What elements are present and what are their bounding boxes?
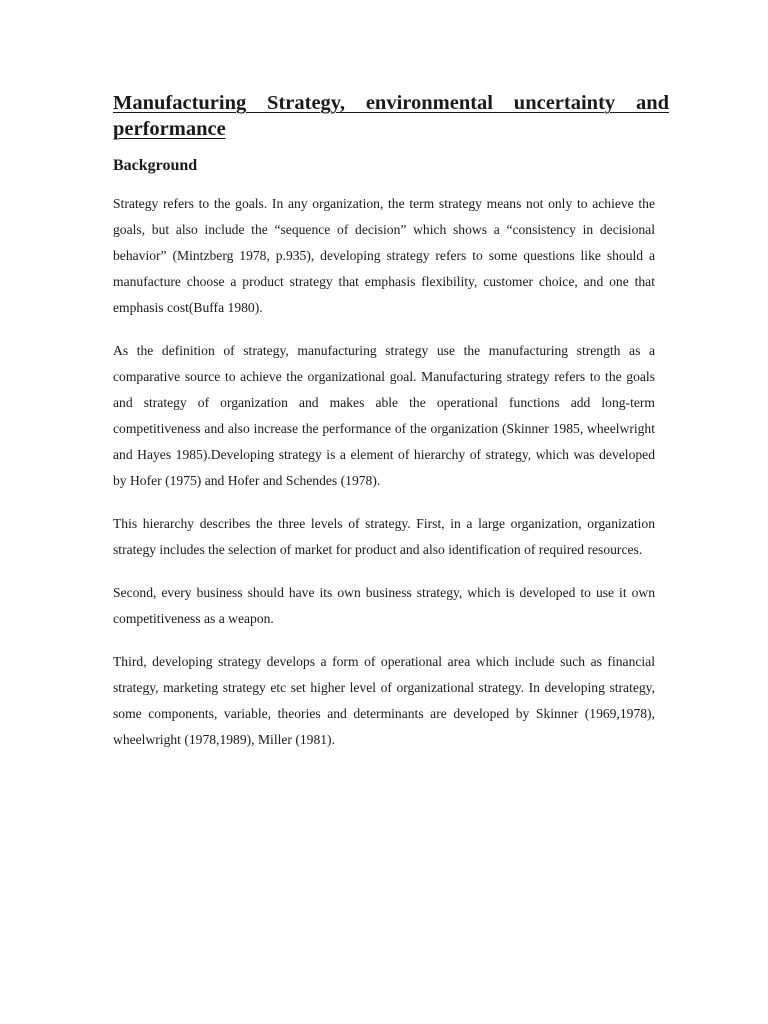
section-heading: Background [113, 157, 198, 174]
paragraph: Strategy refers to the goals. In any organization, the term strategy means not only to achieve the goals, but also include the “sequence of decision” which shows a “consistency in decisional behavior” (Mintzberg 1978, p.935), developing strategy refers to some questions like should a manufacture choose a product strategy that emphasis flexibility, customer choice, and one that emphasis cost(Buffa 1980). [113, 196, 655, 315]
document-page [113, 90, 669, 753]
paragraph: Third, developing strategy develops a form of operational area which include such as financial strategy, marketing strategy etc set higher level of organizational strategy. In developing strategy, some components, variable, theories and determinants are developed by Skinner (1969,1978), wheelwright (1978,1989), Miller (1981). [113, 654, 655, 747]
paragraph: Second, every business should have its own business strategy, which is developed to use it own competitiveness as a weapon. [113, 585, 655, 626]
paragraph: This hierarchy describes the three levels of strategy. First, in a large organization, organization strategy includes the selection of market for product and also identification of required resources. [113, 516, 655, 557]
document-title: Manufacturing Strategy, environmental uncertainty and performance [113, 92, 669, 140]
paragraph: As the definition of strategy, manufacturing strategy use the manufacturing strength as a comparative source to achieve the organizational goal. Manufacturing strategy refers to the goals and strategy of organization and makes able the operational functions add long-term competitiveness and also increase the performance of the organization (Skinner 1985, wheelwright and Hayes 1985).Developing strategy is a element of hierarchy of strategy, which was developed by Hofer (1975) and Hofer and Schendes (1978). [113, 343, 655, 488]
